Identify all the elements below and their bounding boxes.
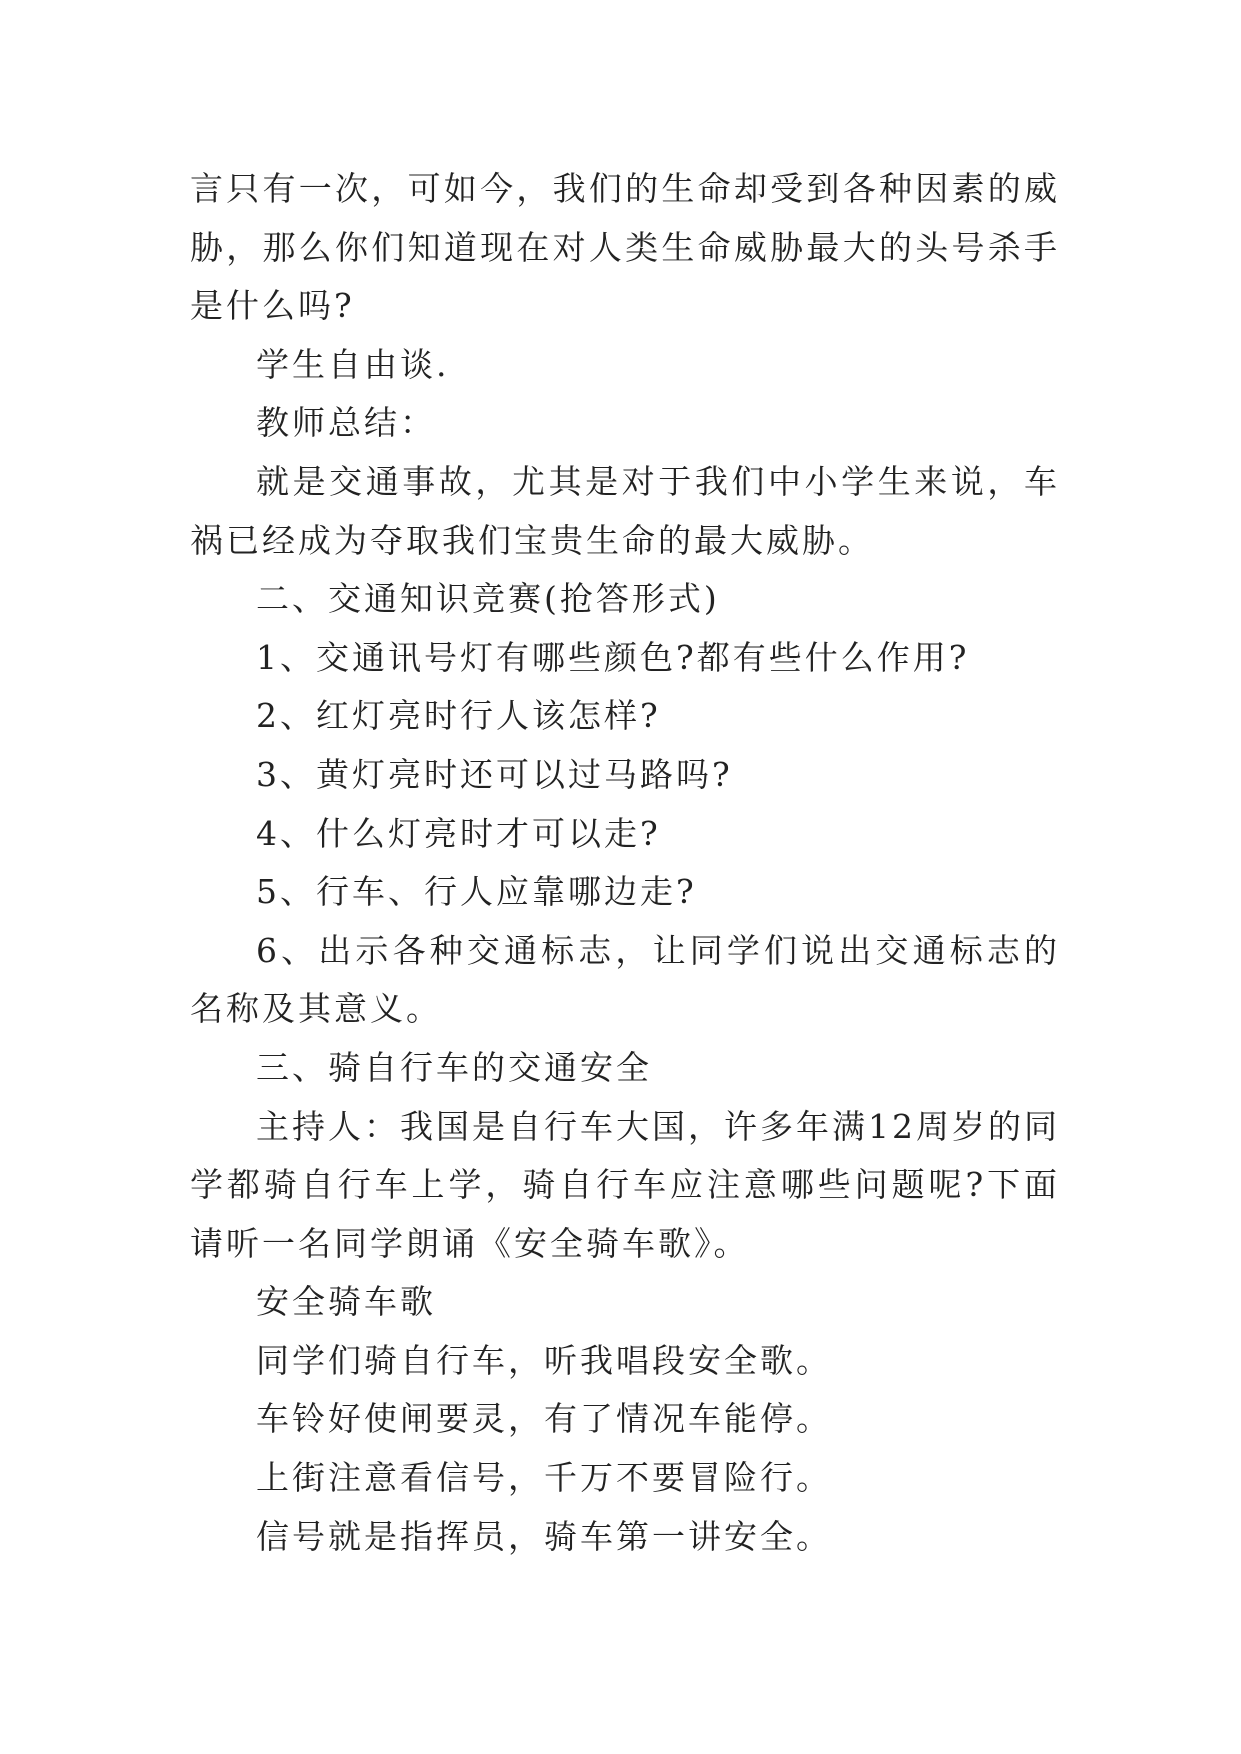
list-item: 4、什么灯亮时才可以走? xyxy=(256,813,661,853)
section-heading: 二、交通知识竞赛(抢答形式) xyxy=(256,579,720,619)
list-item: 5、行车、行人应靠哪边走? xyxy=(256,872,697,912)
list-item: 3、黄灯亮时还可以过马路吗? xyxy=(256,754,733,794)
paragraph: 就是交通事故，尤其是对于我们中小学生来说，车祸已经成为夺取我们宝贵生命的最大威胁。 xyxy=(190,461,1060,560)
list-item: 6、出示各种交通标志，让同学们说出交通标志的名称及其意义。 xyxy=(190,930,1060,1029)
poem-line: 车铃好使闸要灵，有了情况车能停。 xyxy=(256,1399,832,1439)
poem-line: 上街注意看信号，千万不要冒险行。 xyxy=(256,1458,832,1498)
poem-line: 同学们骑自行车，听我唱段安全歌。 xyxy=(256,1340,832,1380)
paragraph: 教师总结： xyxy=(256,403,436,443)
paragraph: 学生自由谈. xyxy=(256,344,450,384)
document-body xyxy=(190,160,1060,1566)
list-item: 2、红灯亮时行人该怎样? xyxy=(256,696,661,736)
list-item: 1、交通讯号灯有哪些颜色?都有些什么作用? xyxy=(256,637,970,677)
poem-line: 信号就是指挥员，骑车第一讲安全。 xyxy=(256,1516,832,1556)
section-heading: 三、骑自行车的交通安全 xyxy=(256,1047,652,1087)
paragraph: 言只有一次，可如今，我们的生命却受到各种因素的威胁，那么你们知道现在对人类生命威胁最大的头号杀手是什么吗? xyxy=(190,169,1060,326)
poem-title: 安全骑车歌 xyxy=(256,1282,436,1322)
paragraph: 主持人：我国是自行车大国，许多年满12周岁的同学都骑自行车上学，骑自行车应注意哪些问题呢?下面请听一名同学朗诵《安全骑车歌》。 xyxy=(190,1106,1060,1263)
